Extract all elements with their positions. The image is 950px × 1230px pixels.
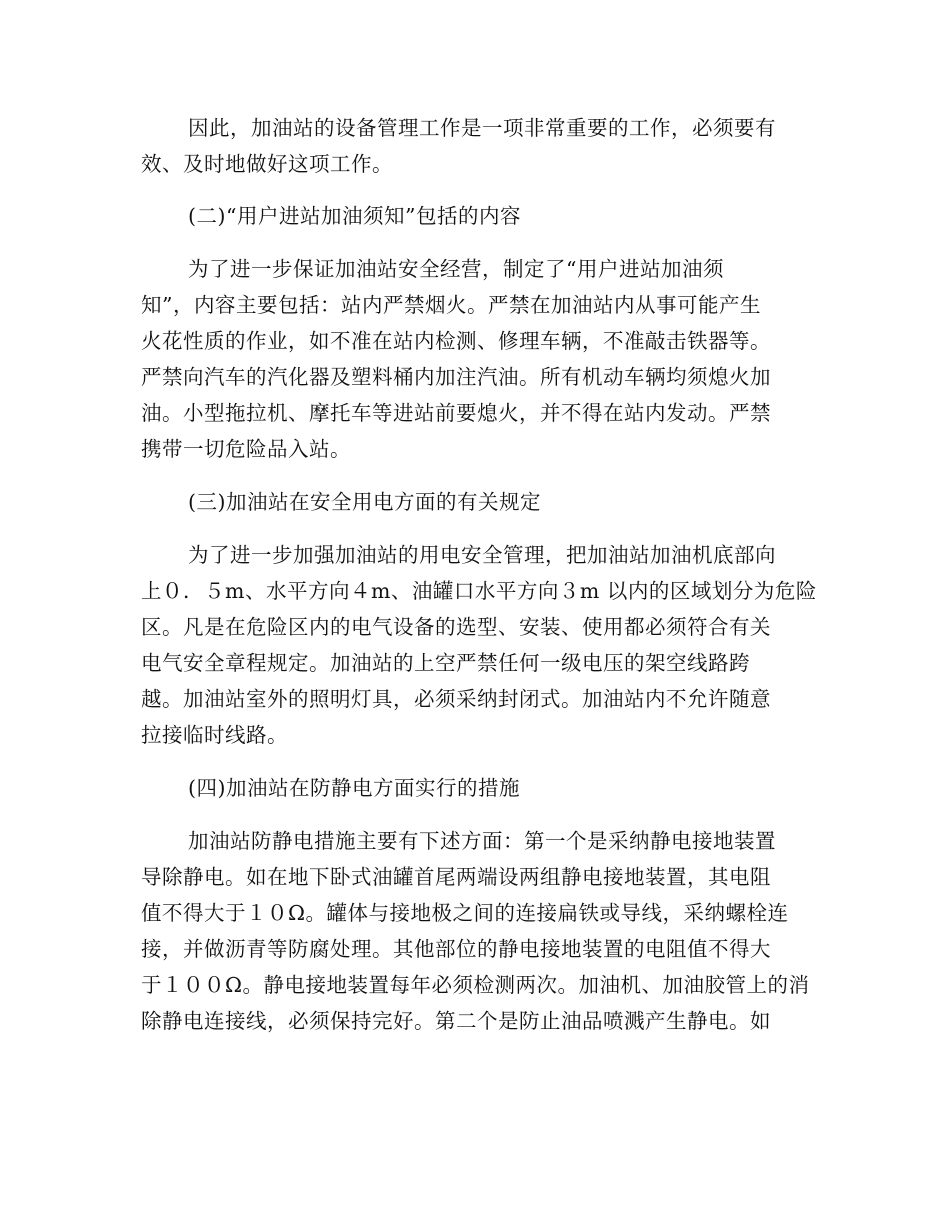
paragraph-line: 效、及时地做好这项工作。 (141, 152, 393, 176)
paragraph-line: 为了进一步保证加油站安全经营，制定了“用户进站加油须 (188, 257, 724, 281)
paragraph-line: 拉接临时线路。 (141, 723, 288, 747)
section-heading: (四)加油站在防静电方面实行的措施 (188, 776, 520, 800)
paragraph-line: 接，并做沥青等防腐处理。其他部位的静电接地装置的电阻值不得大 (141, 937, 771, 961)
section-heading: (二)“用户进站加油须知”包括的内容 (188, 204, 521, 228)
paragraph-line: 除静电连接线，必须保持完好。第二个是防止油品喷溅产生静电。如 (141, 1009, 771, 1033)
paragraph-line: 电气安全章程规定。加油站的上空严禁任何一级电压的架空线路跨 (141, 651, 750, 675)
paragraph-line: 为了进一步加强加油站的用电安全管理，把加油站加油机底部向 (188, 543, 776, 567)
paragraph-line: 越。加油站室外的照明灯具，必须采纳封闭式。加油站内不允许随意 (141, 687, 771, 711)
paragraph-line: 加油站防静电措施主要有下述方面：第一个是采纳静电接地装置 (188, 829, 776, 853)
paragraph-line: 导除静电。如在地下卧式油罐首尾两端设两组静电接地装置，其电阻 (141, 865, 771, 889)
paragraph-line: 火花性质的作业，如不准在站内检测、修理车辆，不准敲击铁器等。 (141, 329, 771, 353)
paragraph-line: 携带一切危险品入站。 (141, 437, 351, 461)
paragraph-line: 严禁向汽车的汽化器及塑料桶内加注汽油。所有机动车辆均须熄火加 (141, 365, 771, 389)
paragraph-line: 因此，加油站的设备管理工作是一项非常重要的工作，必须要有 (188, 116, 776, 140)
paragraph-line: 上０．５m、水平方向４m、油罐口水平方向３m 以内的区域划分为危险 (141, 579, 817, 603)
paragraph-line: 油。小型拖拉机、摩托车等进站前要熄火，并不得在站内发动。严禁 (141, 401, 771, 425)
section-heading: (三)加油站在安全用电方面的有关规定 (188, 490, 541, 514)
paragraph-line: 知”，内容主要包括：站内严禁烟火。严禁在加油站内从事可能产生 (141, 293, 761, 317)
paragraph-line: 区。凡是在危险区内的电气设备的选型、安装、使用都必须符合有关 (141, 615, 771, 639)
paragraph-line: 值不得大于１０Ω。罐体与接地极之间的连接扁铁或导线，采纳螺栓连 (141, 901, 789, 925)
paragraph-line: 于１００Ω。静电接地装置每年必须检测两次。加油机、加油胶管上的消 (141, 973, 810, 997)
